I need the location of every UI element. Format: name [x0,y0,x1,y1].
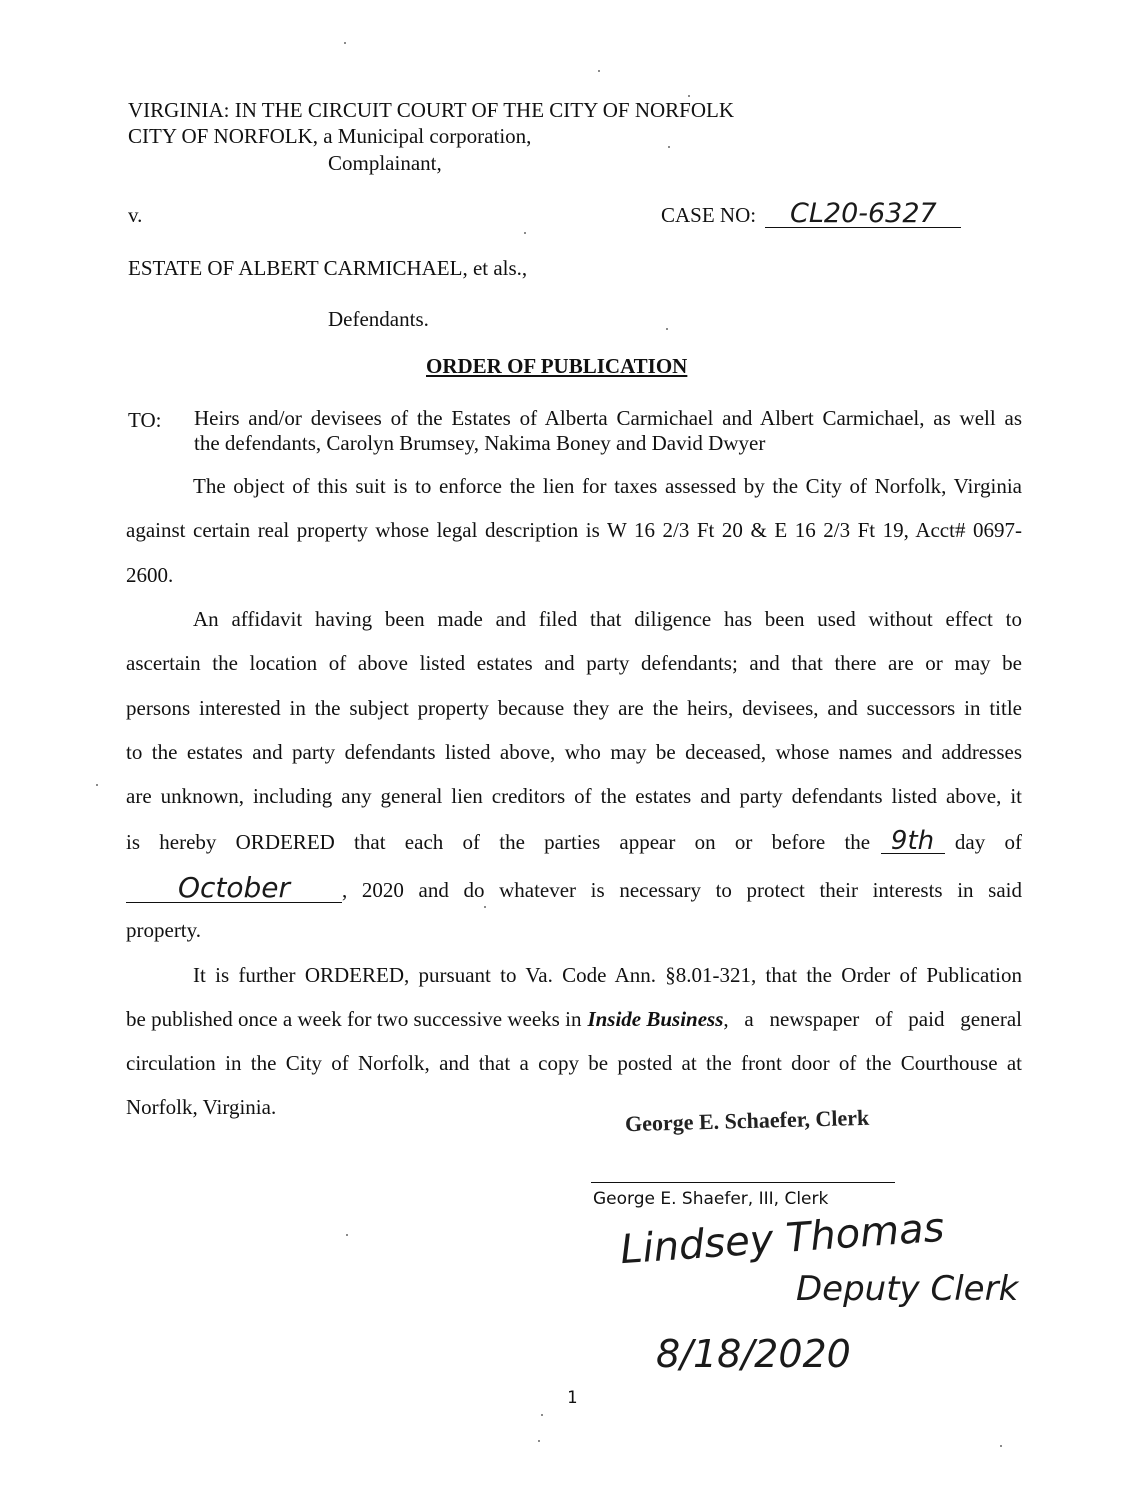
paragraph-line: to the estates and party defendants listed above, who may be deceased, whose names and addresses [126,739,1022,764]
paragraph-line: circulation in the City of Norfolk, and that a copy be posted at the front door of the Courthouse at [126,1051,1022,1075]
document-title: ORDER OF PUBLICATION [426,354,688,378]
paragraph-line: An affidavit having been made and filed that diligence has been used without effect to [193,607,1022,631]
defendant-role: Defendants. [328,307,429,331]
to-label: TO: [128,408,162,432]
paragraph-object-of-suit [126,464,1022,597]
scan-speck [668,146,670,148]
signature-line [591,1182,895,1183]
page-number: 1 [567,1388,578,1408]
newspaper-name: Inside Business [587,1007,724,1031]
handwritten-signature: Lindsey Thomas [618,1204,946,1274]
scan-speck [524,232,526,234]
case-number-label: CASE NO: [661,203,757,227]
scan-speck [541,1414,543,1416]
paragraph-line: property. [126,918,202,942]
scan-speck [538,1440,540,1442]
appearance-date-line [126,826,1022,856]
scan-speck [1000,1445,1002,1447]
handwritten-day: 9th [881,829,945,854]
paragraph-line: 2600. [126,562,174,587]
plaintiff-role: Complainant, [328,151,442,175]
to-recipients-line-1: Heirs and/or devisees of the Estates of Alberta Carmichael and Albert Carmichael, as well as [194,406,1022,430]
appearance-text: is hereby ORDERED that each of the parties appear on or before the [126,830,871,854]
scan-speck [346,1234,348,1236]
scan-speck [598,70,600,72]
scan-speck [96,784,98,786]
scan-speck [344,42,346,44]
publication-text-end: , a newspaper of paid general [723,1007,1022,1031]
paragraph-affidavit [126,597,1022,818]
case-number-handwritten: CL20-6327 [765,201,961,228]
court-heading: VIRGINIA: IN THE CIRCUIT COURT OF THE CITY OF NORFOLK [128,98,735,122]
paragraph-line: ascertain the location of above listed estates and party defendants; and that there are or may be [126,651,1022,676]
typed-clerk-name: George E. Shaefer, III, Clerk [593,1189,829,1209]
paragraph-line: are unknown, including any general lien creditors of the estates and party defendants listed above, it [126,784,1022,809]
day-of-text: day of [954,830,1022,854]
scan-speck [688,95,690,97]
publication-text: be published once a week for two successive weeks in [126,1007,582,1031]
paragraph-line: against certain real property whose legal description is W 16 2/3 Ft 20 & E 16 2/3 Ft 19, Acct# 0697- [126,518,1022,543]
versus-label: v. [128,203,143,227]
handwritten-month: October [126,874,342,903]
handwritten-title: Deputy Clerk [796,1269,1019,1309]
appearance-month-line [126,871,1022,904]
paragraph-line: Norfolk, Virginia. [126,1095,277,1119]
paragraph-line: It is further ORDERED, pursuant to Va. Code Ann. §8.01-321, that the Order of Publication [193,963,1022,987]
defendant-line: ESTATE OF ALBERT CARMICHAEL, et als., [128,256,528,280]
paragraph-line: persons interested in the subject property because they are the heirs, devisees, and successors in title [126,695,1022,720]
to-recipients-line-2: the defendants, Carolyn Brumsey, Nakima Boney and David Dwyer [194,431,766,455]
case-number [661,198,961,229]
scan-speck [666,328,668,330]
paragraph-line: The object of this suit is to enforce the lien for taxes assessed by the City of Norfolk, Virginia [193,474,1022,498]
clerk-stamp: George E. Schaefer, Clerk [624,1104,870,1137]
scan-speck [484,906,486,908]
year-text: , 2020 and do whatever is necessary to protect their interests in said [342,878,1022,902]
publication-line [126,1007,1022,1031]
handwritten-date: 8/18/2020 [656,1332,851,1376]
plaintiff-line: CITY OF NORFOLK, a Municipal corporation, [128,124,532,148]
